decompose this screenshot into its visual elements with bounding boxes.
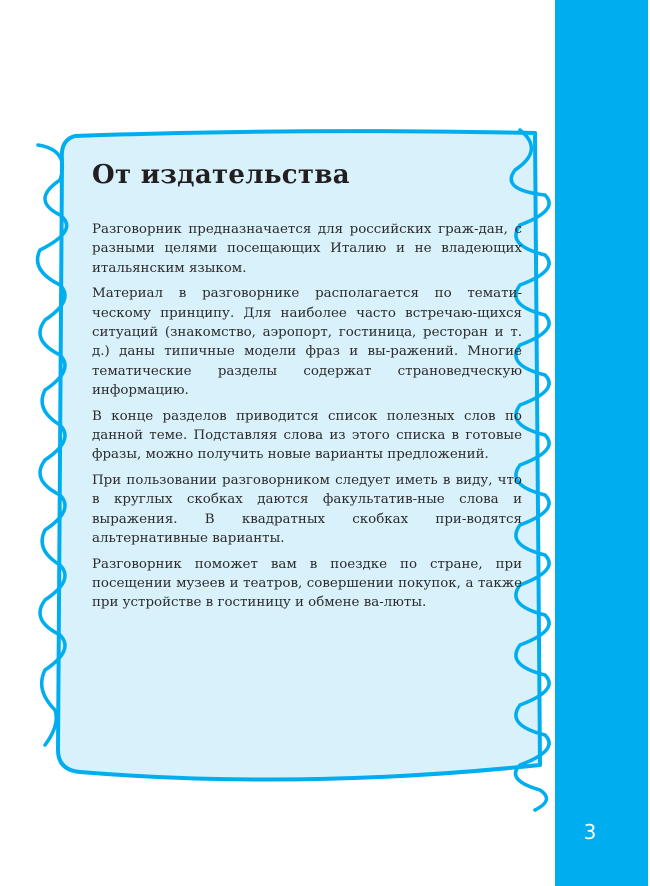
paragraph-brackets: При пользовании разговорником следует иметь в виду, что в круглых скобках даются факультатив-ные слова и выражения. В квадратных скобках при-водятся альтернативные варианты.	[92, 472, 522, 547]
paragraph-usage: Разговорник поможет вам в поездке по стране, при посещении музеев и театров, совершении покупок, а также при устройстве в гостиницу и обмене ва-люты.	[92, 556, 522, 611]
page-content	[92, 160, 522, 619]
page-title: От издательства	[92, 160, 350, 190]
paragraph-material: Материал в разговорнике располагается по темати-ческому принципу. Для наиболее часто встречаю-щихся ситуаций (знакомство, аэропорт, гостиница, ресторан и т. д.) даны типичные модели фраз и вы-ражений. Многие тематические разделы содержат страноведческую информацию.	[92, 286, 522, 399]
paragraph-word-lists: В конце разделов приводится список полезных слов по данной теме. Подставляя слова из этого списка в готовые фразы, можно получить новые варианты предложений.	[92, 408, 522, 463]
paragraph-intro: Разговорник предназначается для российских граж-дан, с разными целями посещающих Италию и не владеющих итальянским языком.	[92, 222, 522, 276]
page-number: 3	[583, 820, 597, 844]
